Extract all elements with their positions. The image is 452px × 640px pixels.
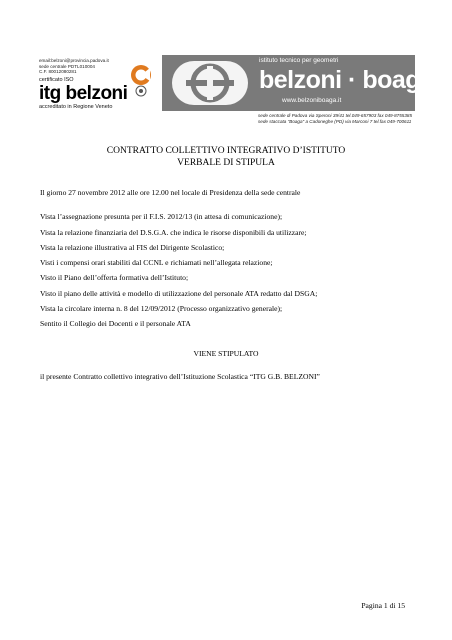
accreditation-text: accreditato in Regione Veneto xyxy=(39,103,113,110)
contact-line: C.F. 80012080281 xyxy=(39,69,77,75)
paragraph: Vista la relazione illustrativa al FIS del Dirigente Scolastico; xyxy=(40,243,225,252)
banner-url: www.belzoniboaga.it xyxy=(282,97,342,104)
school-banner xyxy=(162,55,434,111)
contact-line: email:belzoni@provincia.padova.it xyxy=(39,58,109,63)
paragraph: Visto il Piano dell’offerta formativa dell’Istituto; xyxy=(40,273,189,282)
paragraph: Il giorno 27 novembre 2012 alle ore 12.00 nel locale di Presidenza della sede centrale xyxy=(40,188,301,197)
stipulation-text: il presente Contratto collettivo integrativo dell’Istituzione Scolastica “ITG G.B. BELZONI” xyxy=(40,372,320,381)
iso-label: certificato ISO xyxy=(39,76,74,83)
contact-line: sede centrale PDTL010004 xyxy=(39,63,95,69)
paragraph: Vista la relazione finanziaria del D.S.G.A. che indica le risorse disponibili da utilizzare; xyxy=(40,228,307,237)
sede-line: sede staccata "Boaga" a Cadoneghe (PD) via Marconi 7 tel.fax 049-700611 xyxy=(258,119,412,124)
certification-seal-icon xyxy=(128,64,154,98)
paragraph: Sentito il Collegio dei Docenti e il personale ATA xyxy=(40,319,191,328)
page-number: Pagina 1 di 15 xyxy=(361,601,405,610)
banner-title: belzoni · boaga xyxy=(259,66,434,94)
paragraph: Visto il piano delle attività e modello di utilizzazione del personale ATA redatto dal DSGA; xyxy=(40,289,318,298)
paragraph: Vista la circolare interna n. 8 del 12/09/2012 (Processo organizzativo generale); xyxy=(40,304,283,313)
sede-info xyxy=(258,113,412,125)
banner-tagline: istituto tecnico per geometri xyxy=(259,57,339,64)
paragraph: Vista l’assegnazione presunta per il F.I.S. 2012/13 (in attesa di comunicazione); xyxy=(40,212,283,221)
document-subtitle: VERBALE DI STIPULA xyxy=(177,158,275,168)
document-title: CONTRATTO COLLETTIVO INTEGRATIVO D’ISTITUTO xyxy=(106,146,346,156)
sede-line: sede centrale di Padova via Speroni 39/41 tel.049-657903 fax 049-8755385 xyxy=(258,113,413,118)
paragraph: Visti i compensi orari stabiliti dal CCNL e richiamati nell’allegata relazione; xyxy=(40,258,273,267)
banner-logo-icon xyxy=(172,61,248,105)
itg-logo-text: itg belzoni xyxy=(39,82,128,104)
stipulation-heading: VIENE STIPULATO xyxy=(193,349,259,358)
